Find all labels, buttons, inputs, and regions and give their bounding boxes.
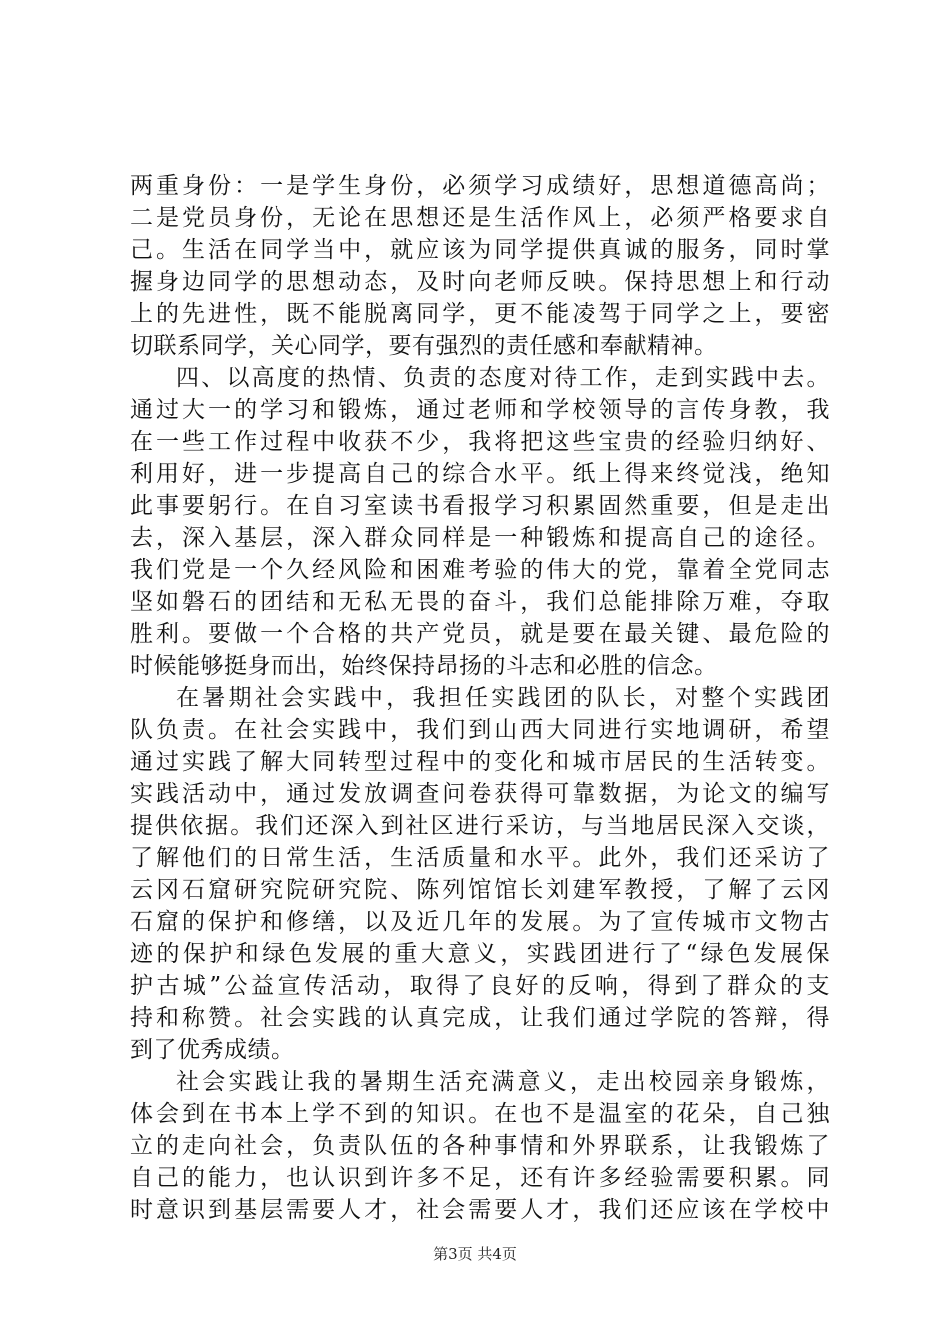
text-line: 通过大一的学习和锻炼，通过老师和学校领导的言传身教，我 <box>130 397 830 423</box>
text-line: 在暑期社会实践中，我担任实践团的队长，对整个实践团 <box>176 685 830 711</box>
text-line: 通过实践了解大同转型过程中的变化和城市居民的生活转变。 <box>130 749 830 775</box>
text-line: 石窟的保护和修缮，以及近几年的发展。为了宣传城市文物古 <box>130 909 830 935</box>
text-line: 此事要躬行。在自习室读书看报学习积累固然重要，但是走出 <box>130 493 830 519</box>
text-line: 两重身份：一是学生身份，必须学习成绩好，思想道德高尚； <box>130 173 830 199</box>
text-line: 提供依据。我们还深入到社区进行采访，与当地居民深入交谈， <box>130 813 830 839</box>
text-line: 握身边同学的思想动态，及时向老师反映。保持思想上和行动 <box>130 269 830 295</box>
document-body <box>130 170 830 1226</box>
text-line: 利用好，进一步提高自己的综合水平。纸上得来终觉浅，绝知 <box>130 461 830 487</box>
paragraph <box>130 682 830 1066</box>
text-line: 上的先进性，既不能脱离同学，更不能凌驾于同学之上，要密 <box>130 301 830 327</box>
text-line: 时候能够挺身而出，始终保持昂扬的斗志和必胜的信念。 <box>130 653 718 679</box>
text-line: 四、以高度的热情、负责的态度对待工作，走到实践中去。 <box>176 365 830 391</box>
text-line: 持和称赞。社会实践的认真完成，让我们通过学院的答辩，得 <box>130 1005 830 1031</box>
text-line: 到了优秀成绩。 <box>130 1037 295 1063</box>
paragraph <box>130 362 830 682</box>
text-line: 己。生活在同学当中，就应该为同学提供真诚的服务，同时掌 <box>130 237 830 263</box>
text-line: 云冈石窟研究院研究院、陈列馆馆长刘建军教授，了解了云冈 <box>130 877 830 903</box>
page-number-footer: 第3页 共4页 <box>433 1245 517 1263</box>
text-line: 体会到在书本上学不到的知识。在也不是温室的花朵，自己独 <box>130 1101 830 1127</box>
text-line: 实践活动中，通过发放调查问卷获得可靠数据，为论文的编写 <box>130 781 830 807</box>
paragraph <box>130 1066 830 1226</box>
text-line: 切联系同学，关心同学，要有强烈的责任感和奉献精神。 <box>130 333 718 359</box>
text-line: 迹的保护和绿色发展的重大意义，实践团进行了“绿色发展保 <box>130 941 830 967</box>
text-line: 去，深入基层，深入群众同样是一种锻炼和提高自己的途径。 <box>130 525 830 551</box>
text-line: 了解他们的日常生活，生活质量和水平。此外，我们还采访了 <box>130 845 830 871</box>
text-line: 在一些工作过程中收获不少，我将把这些宝贵的经验归纳好、 <box>130 429 830 455</box>
text-line: 社会实践让我的暑期生活充满意义，走出校园亲身锻炼， <box>176 1069 830 1095</box>
text-line: 二是党员身份，无论在思想还是生活作风上，必须严格要求自 <box>130 205 830 231</box>
paragraph <box>130 170 830 362</box>
text-line: 时意识到基层需要人才，社会需要人才，我们还应该在学校中 <box>130 1197 830 1223</box>
text-line: 胜利。要做一个合格的共产党员，就是要在最关键、最危险的 <box>130 621 830 647</box>
text-line: 队负责。在社会实践中，我们到山西大同进行实地调研，希望 <box>130 717 830 743</box>
text-line: 立的走向社会，负责队伍的各种事情和外界联系，让我锻炼了 <box>130 1133 830 1159</box>
text-line: 坚如磐石的团结和无私无畏的奋斗，我们总能排除万难，夺取 <box>130 589 830 615</box>
text-line: 我们党是一个久经风险和困难考验的伟大的党，靠着全党同志 <box>130 557 830 583</box>
text-line: 护古城”公益宣传活动，取得了良好的反响，得到了群众的支 <box>130 973 830 999</box>
text-line: 自己的能力，也认识到许多不足，还有许多经验需要积累。同 <box>130 1165 830 1191</box>
